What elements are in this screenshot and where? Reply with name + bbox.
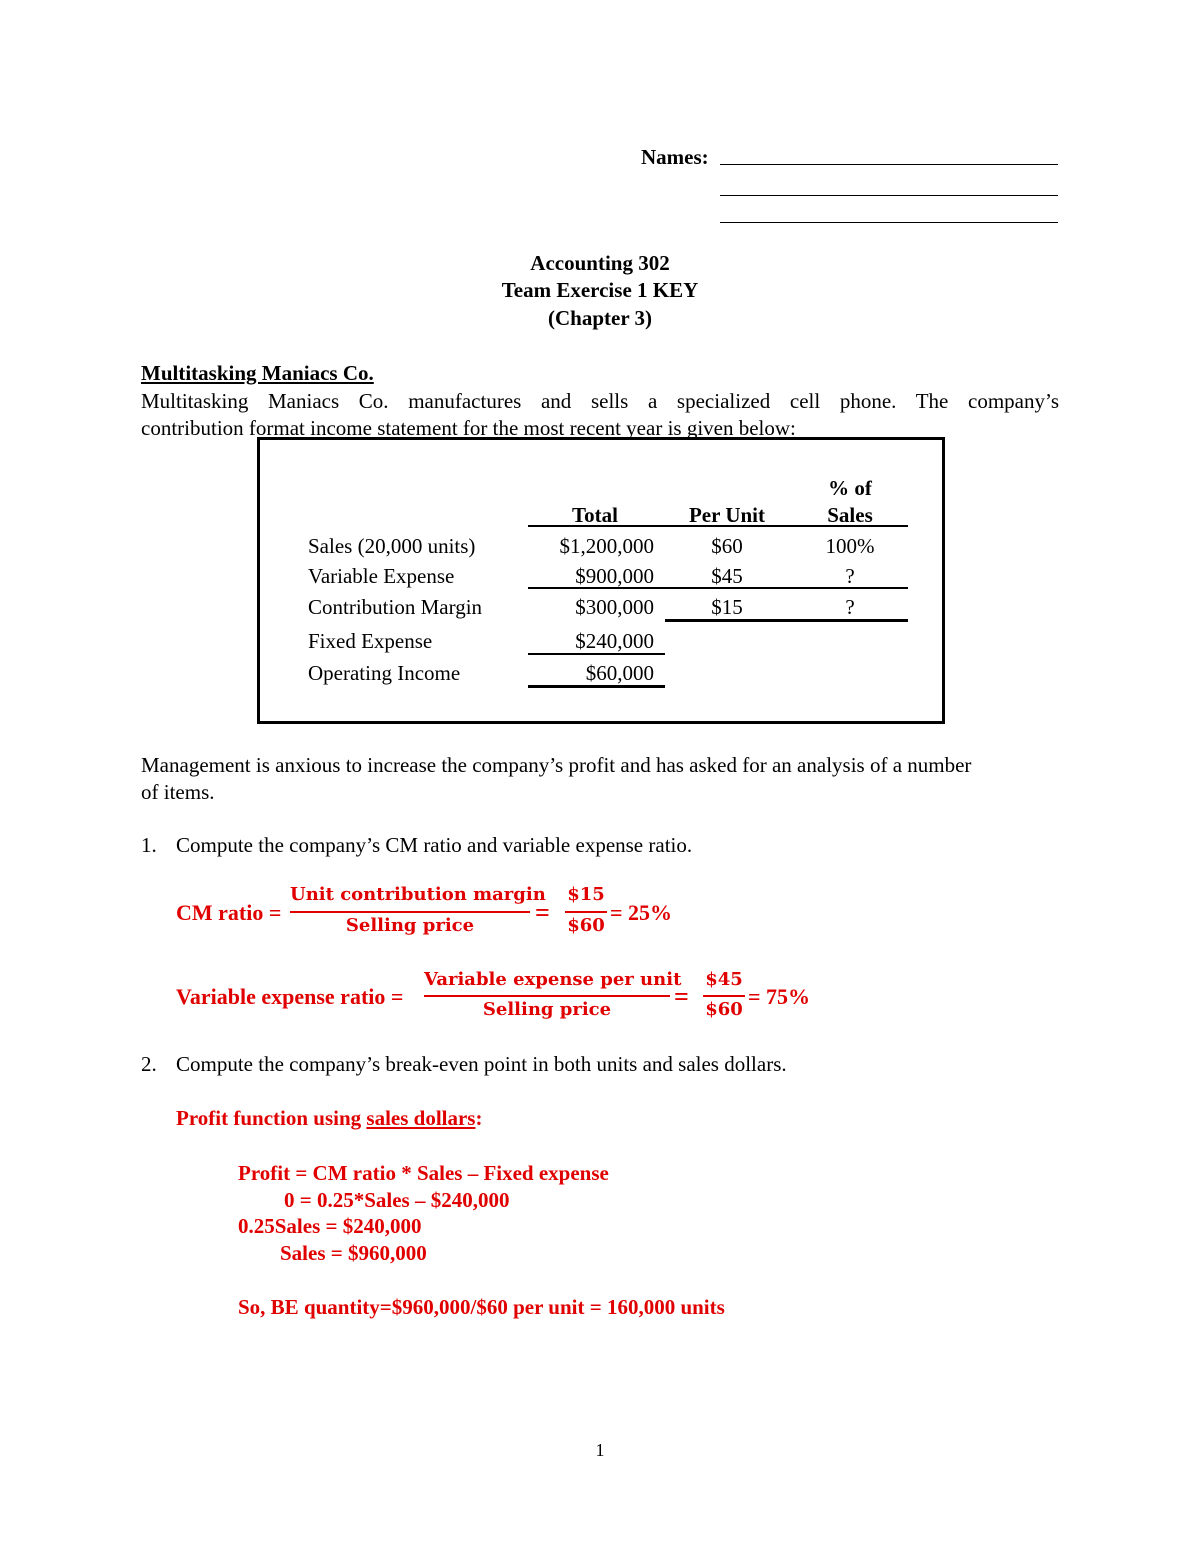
chapter-title: (Chapter 3) bbox=[547, 306, 652, 330]
row-label-sales: Sales (20,000 units) bbox=[308, 534, 476, 558]
header-total: Total bbox=[572, 503, 618, 527]
intro-line-2: contribution format income statement for the most recent year is given below: bbox=[141, 416, 796, 440]
row-label-cm: Contribution Margin bbox=[308, 595, 483, 619]
management-line-1: Management is anxious to increase the company’s profit and has asked for an analysis of a number bbox=[141, 753, 972, 777]
intro-line-1: Multitasking Maniacs Co. manufactures and sells a specialized cell phone. The company’s bbox=[141, 389, 1059, 413]
company-intro bbox=[141, 388, 1059, 442]
operating-double-underline bbox=[528, 685, 665, 688]
profit-equation-line-4: Sales = $960,000 bbox=[280, 1241, 427, 1265]
page-number: 1 bbox=[595, 1440, 605, 1460]
row-pct-variable: ? bbox=[845, 564, 855, 588]
question-2-number: 2. bbox=[141, 1052, 157, 1076]
profit-equation-line-2: 0 = 0.25*Sales – $240,000 bbox=[284, 1188, 510, 1212]
question-1-text: Compute the company’s CM ratio and variable expense ratio. bbox=[176, 833, 693, 857]
cm-ratio-num2: $15 bbox=[567, 884, 605, 905]
name-blank-1[interactable] bbox=[720, 150, 1058, 165]
cm-ratio-numerator: Unit contribution margin bbox=[290, 884, 546, 905]
row-total-sales: $1,200,000 bbox=[559, 534, 654, 558]
header-pct-line2: Sales bbox=[827, 503, 873, 527]
cm-ratio-denominator: Selling price bbox=[345, 915, 475, 936]
ve-ratio-den2: $60 bbox=[705, 999, 743, 1020]
cm-ratio-label: CM ratio = bbox=[176, 900, 282, 925]
cm-ratio-fraction-bar bbox=[290, 911, 530, 913]
header-pct-line1: % of bbox=[828, 476, 872, 500]
ve-ratio-result: = 75% bbox=[748, 984, 811, 1009]
income-statement-box bbox=[257, 437, 945, 724]
row-pct-sales: 100% bbox=[825, 534, 875, 558]
row-label-fixed: Fixed Expense bbox=[308, 629, 433, 653]
row-pct-cm: ? bbox=[845, 595, 855, 619]
question-1-number: 1. bbox=[141, 833, 157, 857]
name-blank-2[interactable] bbox=[720, 181, 1058, 196]
row-total-variable: $900,000 bbox=[575, 564, 654, 588]
management-line-2: of items. bbox=[141, 780, 215, 804]
question-2-text: Compute the company’s break-even point in both units and sales dollars. bbox=[176, 1052, 787, 1076]
profit-equation-line-1: Profit = CM ratio * Sales – Fixed expense bbox=[238, 1161, 609, 1185]
profit-function-title bbox=[176, 1106, 482, 1131]
cm-ratio-result: = 25% bbox=[610, 900, 673, 925]
course-title: Accounting 302 bbox=[530, 251, 670, 275]
row-label-variable: Variable Expense bbox=[308, 564, 455, 588]
variable-underline bbox=[528, 587, 908, 589]
fixed-underline bbox=[528, 653, 665, 655]
company-title: Multitasking Maniacs Co. bbox=[141, 361, 374, 385]
header-underline bbox=[528, 525, 908, 527]
row-label-operating: Operating Income bbox=[308, 661, 461, 685]
cm-double-underline bbox=[665, 619, 908, 622]
cm-ratio-fraction-bar-2 bbox=[565, 911, 607, 913]
profit-function-title-prefix: Profit function using bbox=[176, 1106, 367, 1130]
names-label: Names: bbox=[641, 145, 709, 169]
row-total-cm: $300,000 bbox=[575, 595, 654, 619]
profit-function-title-suffix: : bbox=[475, 1106, 483, 1130]
header-per-unit: Per Unit bbox=[688, 503, 765, 527]
ve-ratio-equals: = bbox=[674, 982, 689, 1011]
row-total-operating: $60,000 bbox=[585, 661, 654, 685]
ve-ratio-fraction-bar-2 bbox=[703, 995, 745, 997]
row-per-unit-sales: $60 bbox=[711, 534, 743, 558]
ve-ratio-num2: $45 bbox=[705, 969, 743, 990]
ve-ratio-fraction-bar bbox=[424, 995, 670, 997]
break-even-conclusion: So, BE quantity=$960,000/$60 per unit = 160,000 units bbox=[238, 1295, 725, 1319]
row-total-fixed: $240,000 bbox=[575, 629, 654, 653]
cm-ratio-den2: $60 bbox=[567, 915, 605, 936]
profit-equation-line-3: 0.25Sales = $240,000 bbox=[238, 1214, 422, 1238]
exercise-title: Team Exercise 1 KEY bbox=[501, 278, 699, 302]
row-per-unit-cm: $15 bbox=[711, 595, 743, 619]
ve-ratio-denominator: Selling price bbox=[482, 999, 612, 1020]
profit-function-title-underlined: sales dollars bbox=[366, 1106, 476, 1130]
cm-ratio-equals: = bbox=[535, 898, 550, 927]
ve-ratio-label: Variable expense ratio = bbox=[176, 984, 404, 1009]
ve-ratio-numerator: Variable expense per unit bbox=[424, 969, 682, 990]
name-blank-3[interactable] bbox=[720, 208, 1058, 223]
row-per-unit-variable: $45 bbox=[711, 564, 743, 588]
